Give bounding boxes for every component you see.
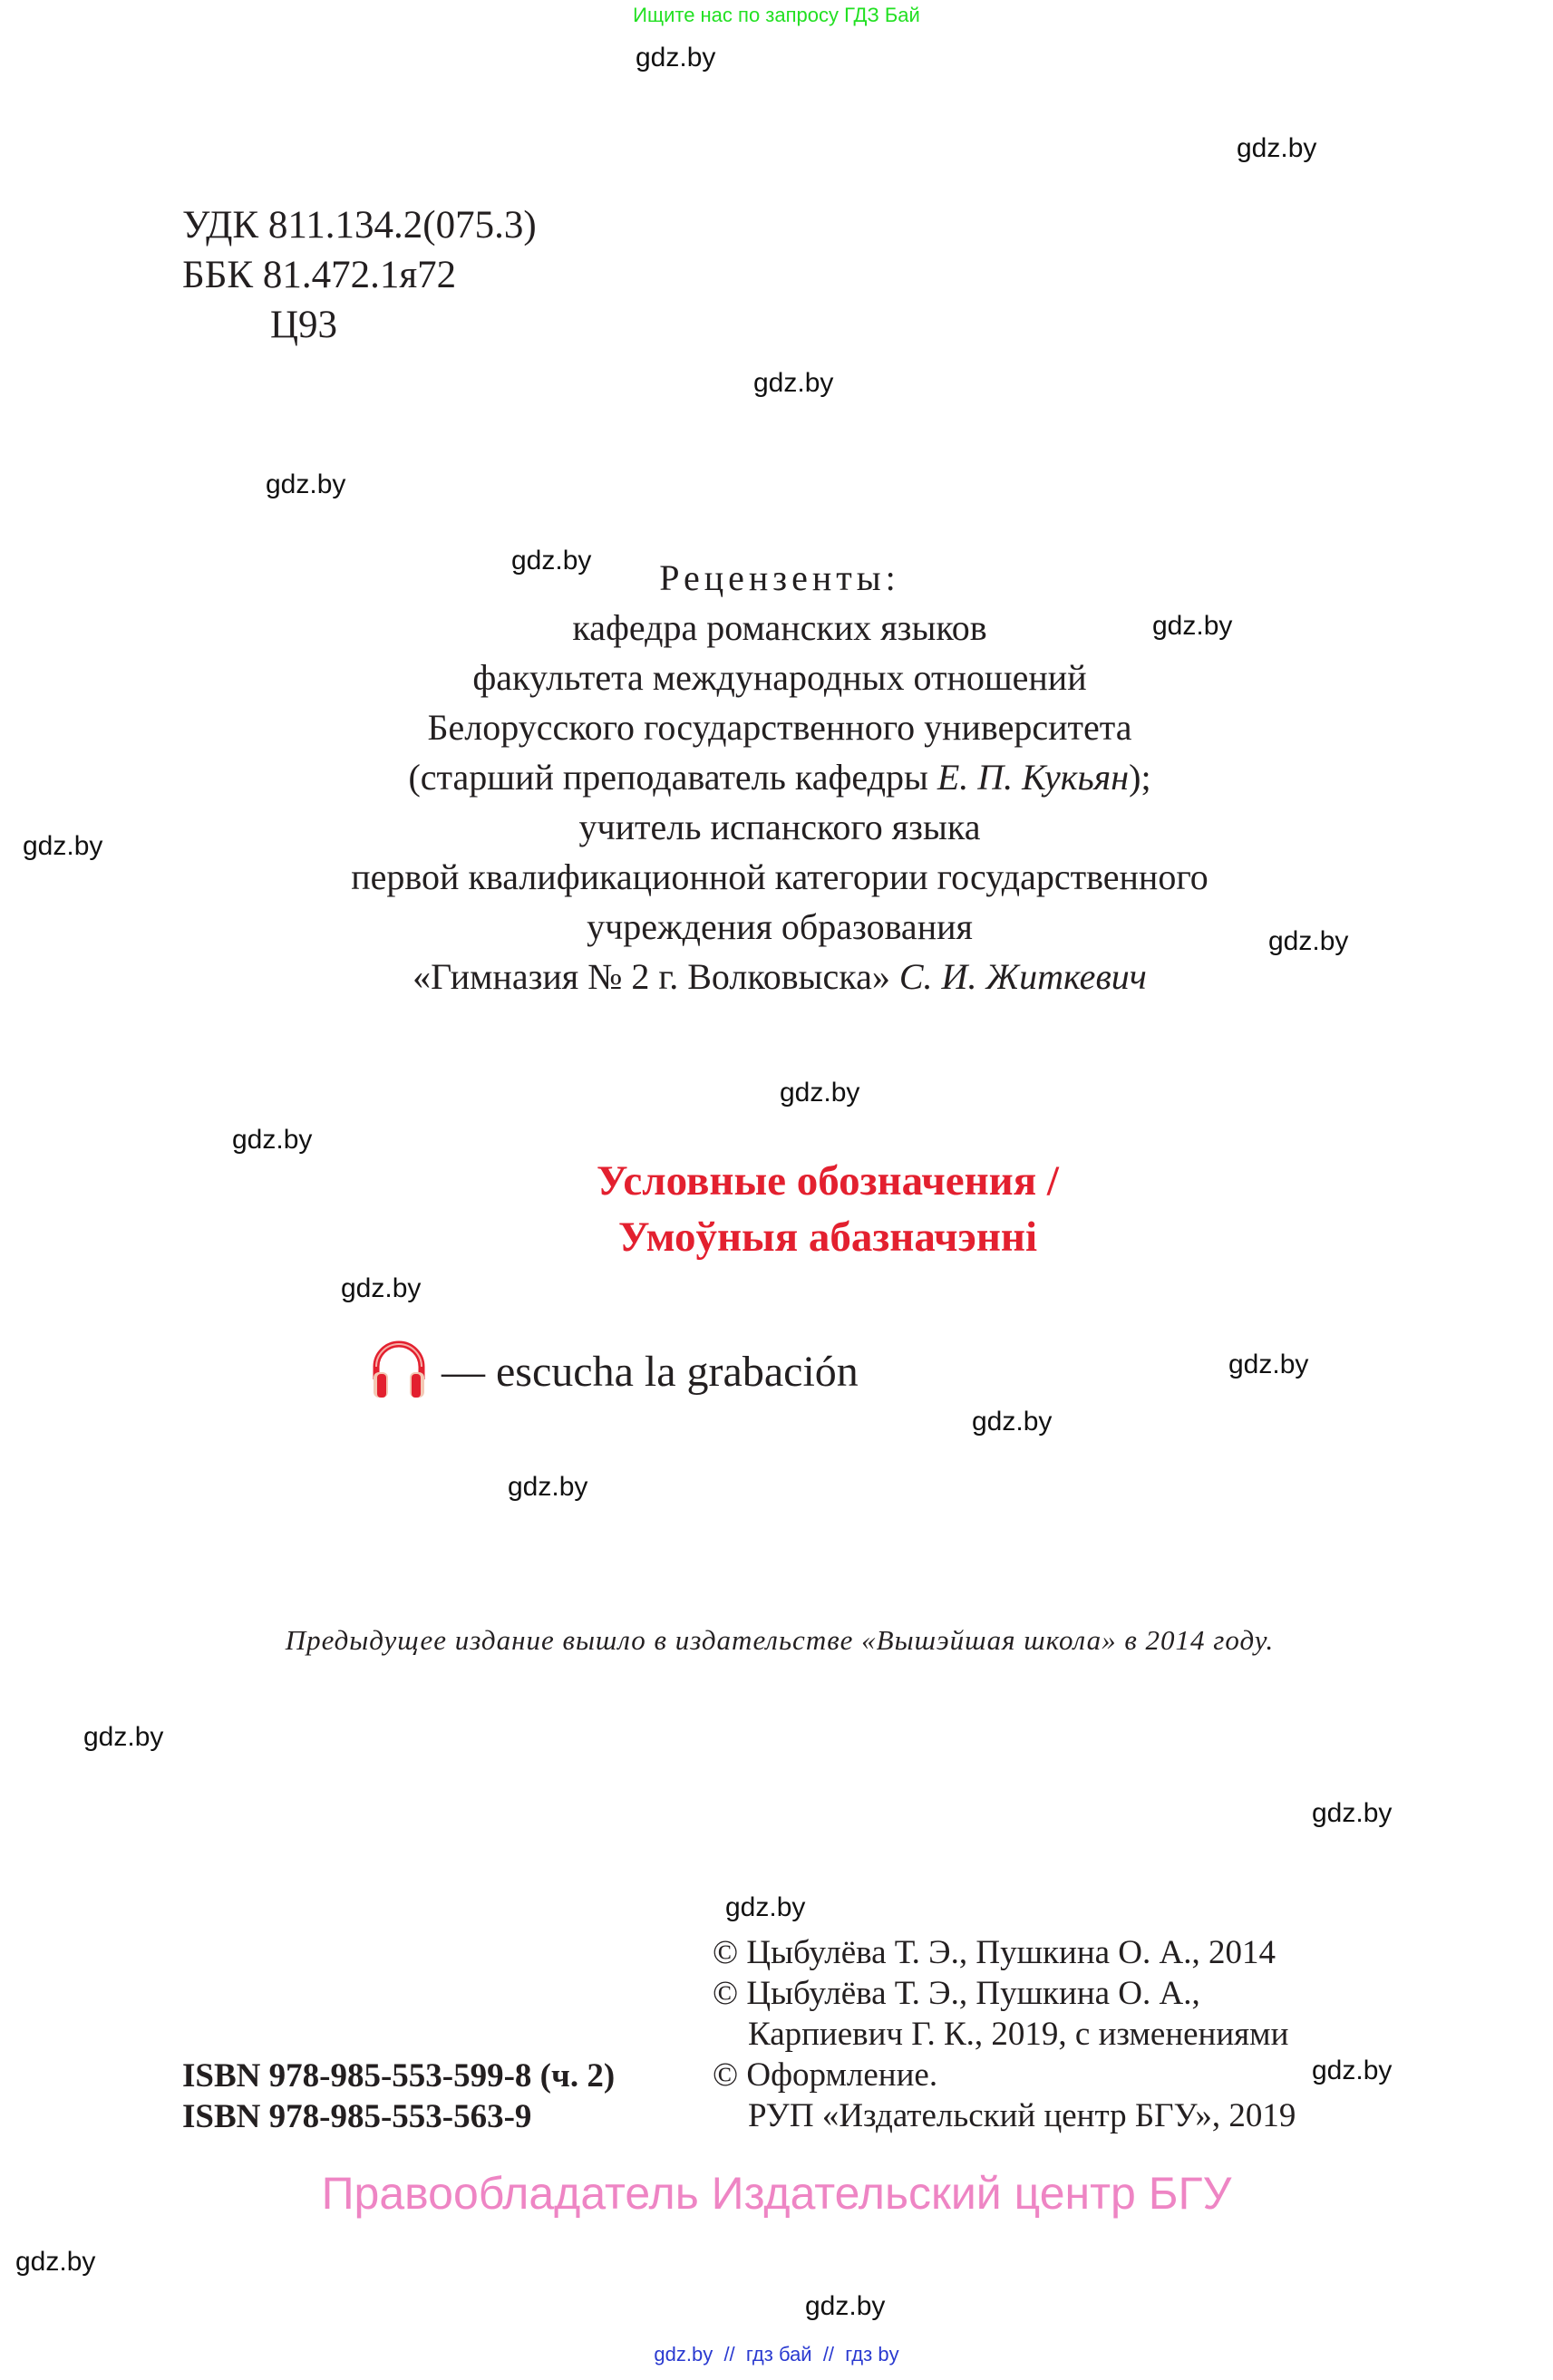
reviewer-line: факультета международных отношений bbox=[472, 657, 1087, 698]
watermark: gdz.by bbox=[1312, 1798, 1393, 1828]
reviewer-line: кафедра романских языков bbox=[572, 607, 987, 648]
reviewer-line: Белорусского государственного университета bbox=[427, 707, 1132, 748]
watermark: gdz.by bbox=[15, 2247, 96, 2277]
symbols-heading bbox=[374, 1153, 1281, 1265]
watermark: gdz.by bbox=[232, 1125, 313, 1155]
reviewer-line bbox=[0, 952, 1553, 1001]
reviewers-heading: Рецензенты: bbox=[659, 557, 900, 598]
reviewers-block bbox=[0, 553, 1553, 1001]
reviewer-line: учитель испанского языка bbox=[578, 807, 981, 847]
isbn-block bbox=[182, 2056, 615, 2137]
reviewer-text: (старший преподаватель кафедры bbox=[408, 757, 937, 798]
watermark: gdz.by bbox=[805, 2291, 886, 2321]
watermark: gdz.by bbox=[780, 1078, 860, 1108]
legend-item bbox=[369, 1340, 859, 1404]
watermark: gdz.by bbox=[83, 1722, 164, 1752]
symbols-title-ru: Условные обозначения / bbox=[597, 1157, 1059, 1205]
bbk-code: ББК 81.472.1я72 bbox=[182, 254, 457, 296]
watermark: gdz.by bbox=[1312, 2056, 1393, 2085]
author-mark: Ц93 bbox=[270, 304, 338, 346]
copyright-line: РУП «Издательский центр БГУ», 2019 bbox=[748, 2097, 1296, 2134]
rights-holder-note: Правообладатель Издательский центр БГУ bbox=[321, 2168, 1232, 2219]
isbn-part: ISBN 978-985-553-599-8 (ч. 2) bbox=[182, 2057, 616, 2095]
watermark: gdz.by bbox=[636, 43, 716, 73]
copyright-block bbox=[713, 1932, 1296, 2136]
watermark: gdz.by bbox=[341, 1273, 422, 1303]
classification-block bbox=[182, 200, 537, 350]
copyright-line: © Оформление. bbox=[713, 2056, 938, 2094]
watermark: gdz.by bbox=[1268, 926, 1349, 956]
reviewer-name: Е. П. Кукьян bbox=[937, 757, 1130, 798]
reviewer-line: учреждения образования bbox=[587, 906, 973, 947]
copyright-line: © Цыбулёва Т. Э., Пушкина О. А., 2014 bbox=[713, 1934, 1276, 1971]
reviewer-line: первой квалификационной категории государственного bbox=[351, 856, 1208, 897]
watermark: gdz.by bbox=[1152, 611, 1233, 641]
watermark: gdz.by bbox=[23, 831, 103, 861]
watermark: gdz.by bbox=[725, 1892, 806, 1922]
watermark: gdz.by bbox=[753, 368, 834, 398]
legend-text: — escucha la grabación bbox=[442, 1348, 859, 1396]
watermark: gdz.by bbox=[972, 1407, 1053, 1437]
reviewer-text: «Гимназия № 2 г. Волковыска» bbox=[413, 956, 899, 997]
reviewer-line bbox=[0, 752, 1553, 802]
symbols-title-be: Умоўныя абазначэнні bbox=[617, 1214, 1038, 1261]
watermark: gdz.by bbox=[511, 546, 592, 576]
reviewer-text: ); bbox=[1129, 757, 1151, 798]
watermark: gdz.by bbox=[1228, 1350, 1309, 1379]
copyright-line: Карпиевич Г. К., 2019, с изменениями bbox=[748, 2016, 1289, 2053]
isbn-set: ISBN 978-985-553-563-9 bbox=[182, 2098, 532, 2135]
previous-edition-note: Предыдущее издание вышло в издательстве «Вышэйшая школа» в 2014 году. bbox=[285, 1624, 1275, 1656]
watermark: gdz.by bbox=[1237, 133, 1317, 163]
watermark: gdz.by bbox=[266, 469, 346, 499]
headphones-icon bbox=[369, 1340, 429, 1404]
udk-code: УДК 811.134.2(075.3) bbox=[182, 204, 537, 247]
footer-links[interactable]: gdz.by // гдз бай // гдз by bbox=[654, 2343, 899, 2365]
watermark: gdz.by bbox=[508, 1472, 588, 1502]
search-banner: Ищите нас по запросу ГДЗ Бай bbox=[633, 4, 920, 26]
reviewer-name: С. И. Житкевич bbox=[898, 956, 1147, 997]
copyright-line: © Цыбулёва Т. Э., Пушкина О. А., bbox=[713, 1975, 1200, 2012]
